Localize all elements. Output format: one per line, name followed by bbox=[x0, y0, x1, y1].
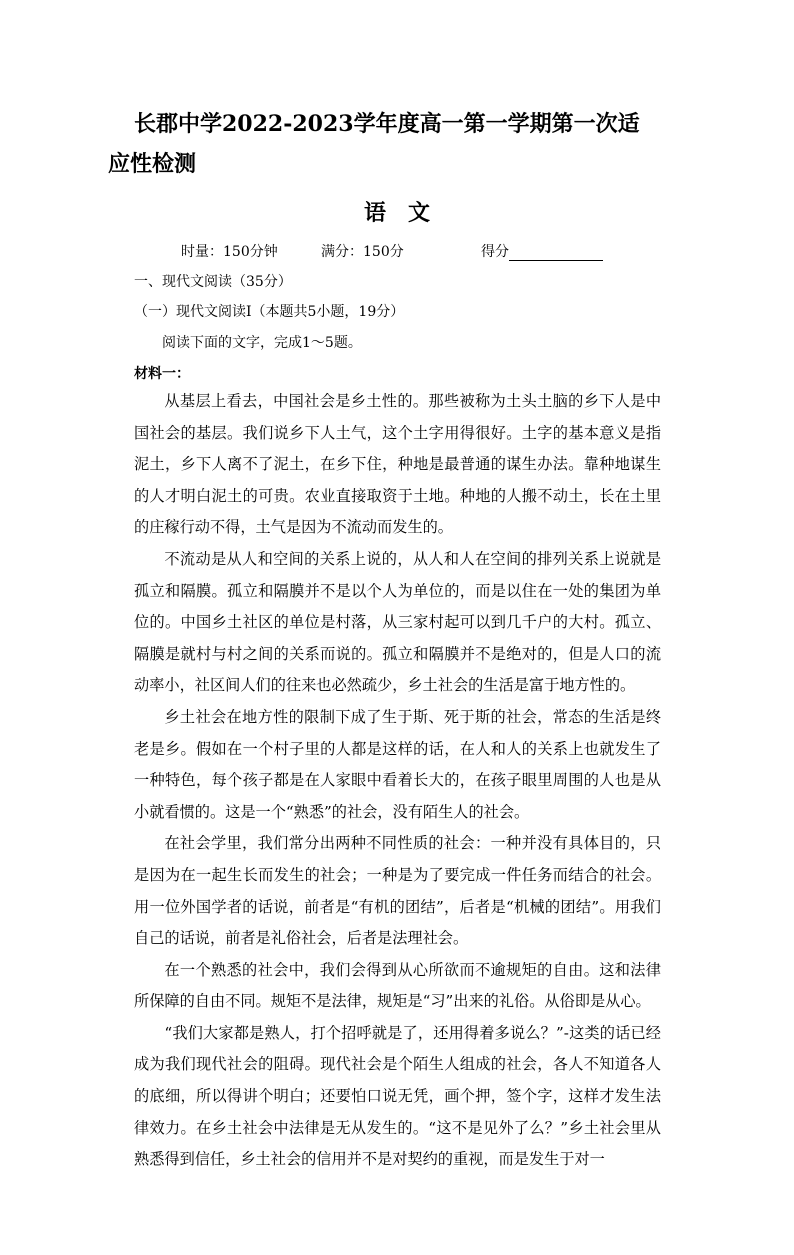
score-label: 得分 bbox=[481, 244, 509, 260]
subject-title: 语文 bbox=[363, 200, 452, 226]
sub-section-heading: （一）现代文阅读Ⅰ（本题共5小题，19分） bbox=[134, 304, 405, 320]
exam-title: 长郡中学2022-2023学年度高一第一学期第一次适应性检测 bbox=[108, 111, 640, 177]
material-text bbox=[134, 386, 661, 1176]
section-heading: 一、现代文阅读（35分） bbox=[134, 274, 292, 290]
material-label: 材料一： bbox=[134, 366, 190, 382]
time-limit: 时量：150分钟 bbox=[181, 244, 278, 260]
paragraph: “我们大家都是熟人，打个招呼就是了，还用得着多说么？”-这类的话已经成为我们现代社会的阻碍。现代社会是个陌生人组成的社会，各人不知道各人的底细，所以得讲个明白；还要怕口说无凭，画个押，签个字，这样才发生法律效力。在乡土社会中法律是无从发生的。“这不是见外了么？”乡土社会里从熟悉得到信任，乡土社会的信用并不是对契约的重视，而是发生于对一 bbox=[134, 1023, 661, 1169]
score-field bbox=[481, 243, 603, 261]
paragraph: 乡土社会在地方性的限制下成了生于斯、死于斯的社会，常态的生活是终老是乡。假如在一个村子里的人都是这样的话，在人和人的关系上也就发生了一种特色，每个孩子都是在人家眼中看着长大的，在孩子眼里周围的人也是从小就看惯的。这是一个“熟悉”的社会，没有陌生人的社会。 bbox=[134, 707, 661, 821]
full-score: 满分：150分 bbox=[321, 244, 404, 260]
reading-instruction: 阅读下面的文字，完成1～5题。 bbox=[162, 335, 362, 351]
score-blank[interactable] bbox=[509, 246, 603, 261]
paragraph: 从基层上看去，中国社会是乡土性的。那些被称为土头土脑的乡下人是中国社会的基层。我们说乡下人土气，这个土字用得很好。土字的基本意义是指泥土，乡下人离不了泥土，在乡下住，种地是最普通的谋生办法。靠种地谋生的人才明白泥土的可贵。农业直接取资于土地。种地的人搬不动土，长在土里的庄稼行动不得，土气是因为不流动而发生的。 bbox=[134, 392, 661, 537]
paragraph: 不流动是从人和空间的关系上说的，从人和人在空间的排列关系上说就是孤立和隔膜。孤立和隔膜并不是以个人为单位的，而是以住在一处的集团为单位的。中国乡土社区的单位是村落，从三家村起可以到几千户的大村。孤立、隔膜是就村与村之间的关系而说的。孤立和隔膜并不是绝对的，但是人口的流动率小，社区间人们的往来也必然疏少，乡土社会的生活是富于地方性的。 bbox=[134, 549, 661, 695]
paragraph: 在一个熟悉的社会中，我们会得到从心所欲而不逾规矩的自由。这和法律所保障的自由不同。规矩不是法律，规矩是“习”出来的礼俗。从俗即是从心。 bbox=[134, 960, 661, 1011]
paragraph: 在社会学里，我们常分出两种不同性质的社会：一种并没有具体目的，只是因为在一起生长而发生的社会；一种是为了要完成一件任务而结合的社会。用一位外国学者的话说，前者是“有机的团结”，后者是“机械的团结”。用我们自己的话说，前者是礼俗社会，后者是法理社会。 bbox=[134, 834, 661, 948]
